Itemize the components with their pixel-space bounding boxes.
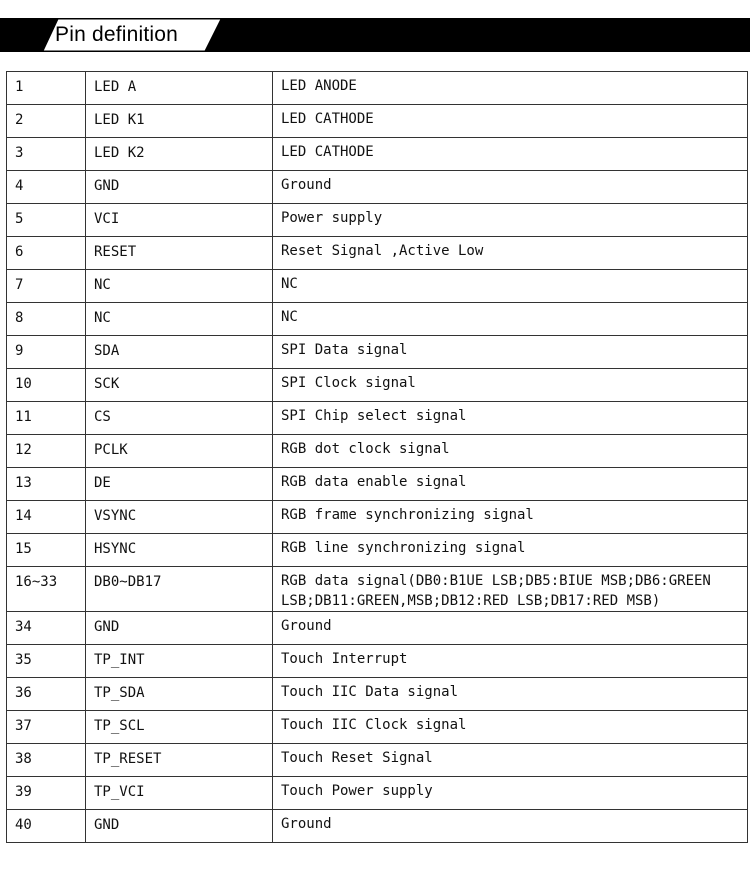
table-row [7, 612, 748, 645]
pin-name-cell: TP_SDA [86, 678, 273, 711]
pin-name-cell: DE [86, 468, 273, 501]
table-row [7, 171, 748, 204]
pin-description-cell: Ground [273, 612, 748, 645]
table-row [7, 777, 748, 810]
table-row [7, 810, 748, 843]
pin-number-cell: 39 [7, 777, 86, 810]
table-row [7, 369, 748, 402]
pin-number-cell: 37 [7, 711, 86, 744]
pin-description-cell: RGB dot clock signal [273, 435, 748, 468]
pin-number-cell: 8 [7, 303, 86, 336]
pin-description-cell: SPI Data signal [273, 336, 748, 369]
table-row [7, 270, 748, 303]
table-row [7, 204, 748, 237]
pin-description-cell: Touch Interrupt [273, 645, 748, 678]
pin-name-cell: LED A [86, 72, 273, 105]
pin-description-cell: Reset Signal ,Active Low [273, 237, 748, 270]
table-row [7, 711, 748, 744]
table-row [7, 435, 748, 468]
pin-name-cell: NC [86, 303, 273, 336]
pin-description-cell: NC [273, 270, 748, 303]
pin-name-cell: CS [86, 402, 273, 435]
table-row [7, 645, 748, 678]
pin-name-cell: TP_RESET [86, 744, 273, 777]
table-row [7, 567, 748, 612]
pin-name-cell: VSYNC [86, 501, 273, 534]
pin-number-cell: 5 [7, 204, 86, 237]
pin-description-cell: RGB data signal(DB0:B1UE LSB;DB5:BIUE MSB;DB6:GREEN LSB;DB11:GREEN,MSB;DB12:RED LSB;DB17:RED MSB) [273, 567, 748, 612]
pin-description-cell: Power supply [273, 204, 748, 237]
table-row [7, 105, 748, 138]
table-row [7, 402, 748, 435]
pin-name-cell: SCK [86, 369, 273, 402]
pin-name-cell: TP_VCI [86, 777, 273, 810]
pin-number-cell: 40 [7, 810, 86, 843]
pin-description-cell: Touch Power supply [273, 777, 748, 810]
pin-number-cell: 7 [7, 270, 86, 303]
table-row [7, 138, 748, 171]
pin-description-cell: RGB data enable signal [273, 468, 748, 501]
pin-name-cell: GND [86, 612, 273, 645]
pin-description-cell: LED ANODE [273, 72, 748, 105]
pin-description-cell: NC [273, 303, 748, 336]
pin-name-cell: DB0~DB17 [86, 567, 273, 612]
table-row [7, 534, 748, 567]
pin-description-cell: Touch Reset Signal [273, 744, 748, 777]
pin-number-cell: 15 [7, 534, 86, 567]
pin-number-cell: 36 [7, 678, 86, 711]
pin-description-cell: LED CATHODE [273, 105, 748, 138]
pin-name-cell: LED K2 [86, 138, 273, 171]
table-row [7, 237, 748, 270]
pin-number-cell: 10 [7, 369, 86, 402]
pin-name-cell: PCLK [86, 435, 273, 468]
table-row [7, 501, 748, 534]
pin-name-cell: NC [86, 270, 273, 303]
pin-number-cell: 16~33 [7, 567, 86, 612]
pin-name-cell: SDA [86, 336, 273, 369]
table-row [7, 72, 748, 105]
pin-name-cell: HSYNC [86, 534, 273, 567]
pin-number-cell: 14 [7, 501, 86, 534]
table-row [7, 336, 748, 369]
table-row [7, 303, 748, 336]
pin-number-cell: 38 [7, 744, 86, 777]
pin-number-cell: 1 [7, 72, 86, 105]
pin-description-cell: Ground [273, 171, 748, 204]
pin-number-cell: 34 [7, 612, 86, 645]
pin-description-cell: RGB line synchronizing signal [273, 534, 748, 567]
table-row [7, 678, 748, 711]
pin-description-cell: Touch IIC Data signal [273, 678, 748, 711]
pin-number-cell: 2 [7, 105, 86, 138]
pin-name-cell: TP_INT [86, 645, 273, 678]
pin-name-cell: RESET [86, 237, 273, 270]
pin-number-cell: 35 [7, 645, 86, 678]
pin-number-cell: 12 [7, 435, 86, 468]
pin-name-cell: TP_SCL [86, 711, 273, 744]
pin-description-cell: Ground [273, 810, 748, 843]
pin-number-cell: 3 [7, 138, 86, 171]
page-title: Pin definition [55, 23, 179, 46]
pin-description-cell: SPI Chip select signal [273, 402, 748, 435]
pin-description-cell: SPI Clock signal [273, 369, 748, 402]
pin-number-cell: 4 [7, 171, 86, 204]
table-row [7, 744, 748, 777]
pin-number-cell: 9 [7, 336, 86, 369]
pin-description-cell: Touch IIC Clock signal [273, 711, 748, 744]
pin-name-cell: VCI [86, 204, 273, 237]
pin-name-cell: GND [86, 810, 273, 843]
pin-name-cell: GND [86, 171, 273, 204]
pin-name-cell: LED K1 [86, 105, 273, 138]
table-row [7, 468, 748, 501]
pin-number-cell: 6 [7, 237, 86, 270]
pin-description-cell: LED CATHODE [273, 138, 748, 171]
pin-number-cell: 13 [7, 468, 86, 501]
pin-number-cell: 11 [7, 402, 86, 435]
pin-description-cell: RGB frame synchronizing signal [273, 501, 748, 534]
pin-definition-table [6, 71, 748, 843]
